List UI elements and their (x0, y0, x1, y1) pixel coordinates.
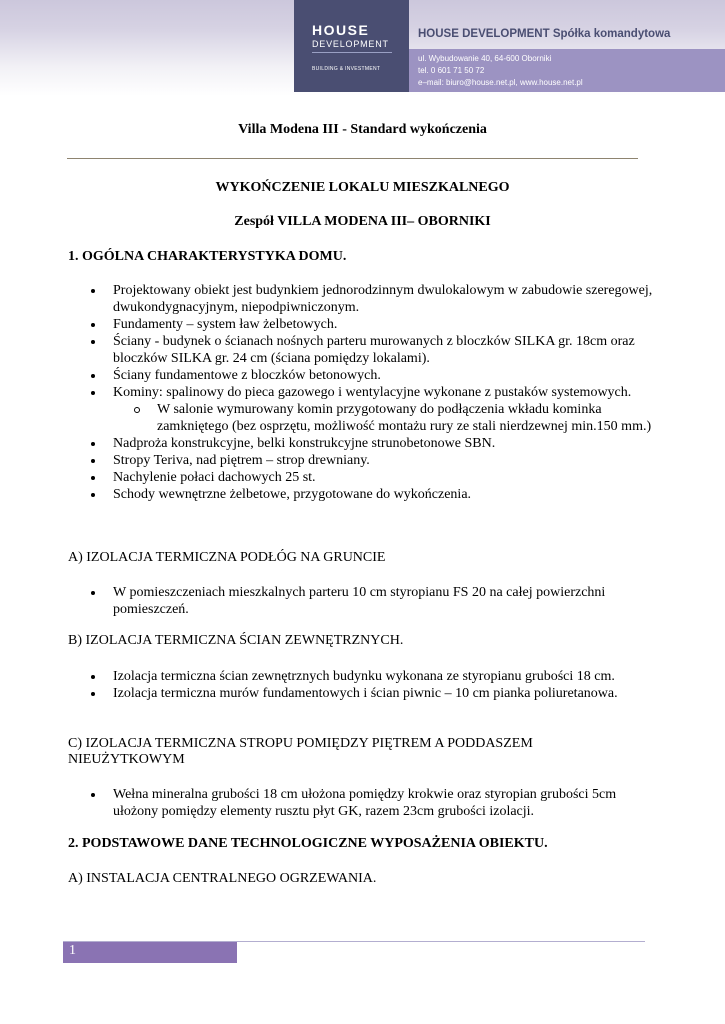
list-item: Izolacja termiczna murów fundamentowych i ścian piwnic – 10 cm pianka poliuretanowa. (0, 685, 653, 702)
section-2-title: 2. PODSTAWOWE DANE TECHNOLOGICZNE WYPOSAŻENIA OBIEKTU. (68, 836, 548, 851)
list-item: Projektowany obiekt jest budynkiem jednorodzinnym dwulokalowym w zabudowie szeregowej, dwukondygnacyjnym, niepodpiwniczonym. (0, 282, 653, 316)
section-1-title: 1. OGÓLNA CHARAKTERYSTYKA DOMU. (68, 249, 347, 264)
company-name: HOUSE DEVELOPMENT Spółka komandytowa (418, 28, 671, 40)
logo-divider (312, 52, 392, 53)
list-item: Nadproża konstrukcyjne, belki konstrukcyjne strunobetonowe SBN. (0, 435, 653, 452)
list-item: Wełna mineralna grubości 18 cm ułożona pomiędzy krokwie oraz styropian grubości 5cm ułożony pomiędzy elementy rusztu płyt GK, razem 23cm grubości izolacji. (0, 786, 653, 820)
section-1-list (0, 282, 653, 503)
logo-tagline: BUILDING & INVESTMENT (312, 66, 381, 72)
contact-box (409, 49, 725, 92)
list-item: W pomieszczeniach mieszkalnych parteru 10 cm styropianu FS 20 na całej powierzchni pomieszczeń. (0, 584, 653, 618)
contact-address: ul. Wybudowanie 40, 64-600 Oborniki (418, 54, 552, 63)
section-b-list (0, 668, 653, 702)
list-item: Kominy: spalinowy do pieca gazowego i wentylacyjne wykonane z pustaków systemowych. (0, 384, 653, 401)
contact-phone: tel. 0 601 71 50 72 (418, 66, 485, 75)
heading-project: Zespół VILLA MODENA III– OBORNIKI (234, 214, 491, 229)
list-item: Ściany fundamentowe z bloczków betonowych. (0, 367, 653, 384)
list-item: Fundamenty – system ław żelbetowych. (0, 316, 653, 333)
logo-text-development: DEVELOPMENT (312, 39, 389, 49)
section-c-title-line2: NIEUŻYTKOWYM (68, 752, 185, 767)
contact-email-web: e–mail: biuro@house.net.pl, www.house.net.pl (418, 78, 583, 87)
section-2-subtitle: A) INSTALACJA CENTRALNEGO OGRZEWANIA. (68, 871, 377, 886)
section-a-list (0, 584, 653, 618)
section-c-list (0, 786, 653, 820)
footer-bar (63, 942, 237, 963)
title-divider (67, 158, 638, 159)
list-item: Schody wewnętrzne żelbetowe, przygotowane do wykończenia. (0, 486, 653, 503)
logo-text-house: HOUSE (312, 22, 370, 38)
page-number: 1 (69, 943, 76, 958)
section-c-title-line1: C) IZOLACJA TERMICZNA STROPU POMIĘDZY PIĘTREM A PODDASZEM (68, 736, 533, 751)
list-item: Ściany - budynek o ścianach nośnych parteru murowanych z bloczków SILKA gr. 18cm oraz bloczków SILKA gr. 24 cm (ściana pomiędzy lokalami). (0, 333, 653, 367)
company-logo (294, 0, 409, 92)
heading-main: WYKOŃCZENIE LOKALU MIESZKALNEGO (215, 180, 510, 195)
section-b-title: B) IZOLACJA TERMICZNA ŚCIAN ZEWNĘTRZNYCH. (68, 633, 404, 648)
document-title: Villa Modena III - Standard wykończenia (238, 122, 487, 137)
list-item: Nachylenie połaci dachowych 25 st. (0, 469, 653, 486)
list-subitem: W salonie wymurowany komin przygotowany do podłączenia wkładu kominka zamkniętego (bez osprzętu, możliwość montażu rury ze stali nierdzewnej min.150 mm.) (0, 401, 653, 435)
list-item: Izolacja termiczna ścian zewnętrznych budynku wykonana ze styropianu grubości 18 cm. (0, 668, 653, 685)
section-a-title: A) IZOLACJA TERMICZNA PODŁÓG NA GRUNCIE (68, 550, 386, 565)
list-item: Stropy Teriva, nad piętrem – strop drewniany. (0, 452, 653, 469)
